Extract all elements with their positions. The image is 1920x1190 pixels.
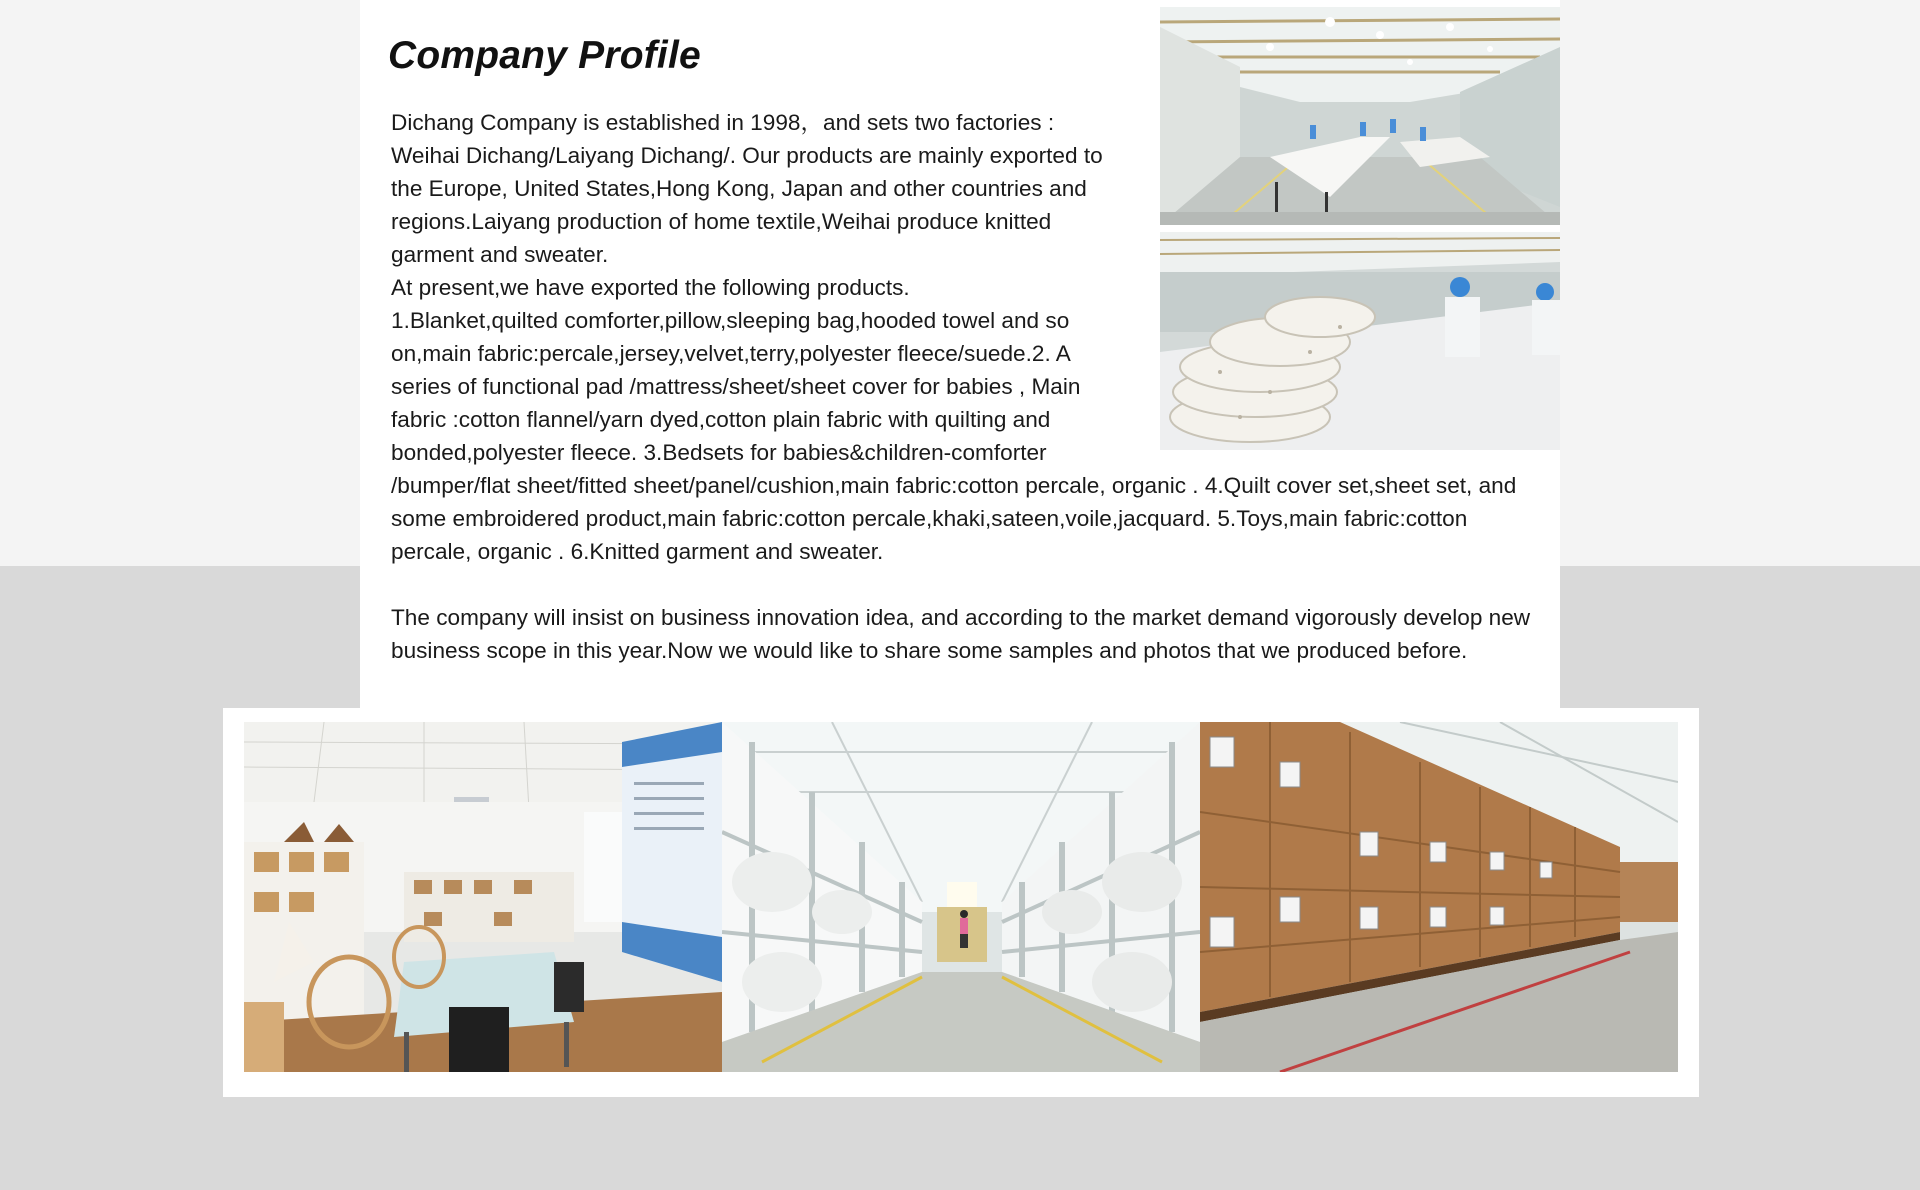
showroom-photo: [244, 722, 722, 1072]
quilt-production-photo: [1160, 232, 1560, 450]
photo-gallery: [223, 708, 1699, 1097]
page-title: Company Profile: [388, 34, 701, 77]
profile-paragraph-present: At present,we have exported the following products.: [391, 275, 910, 300]
cartons-warehouse-photo: [1200, 722, 1678, 1072]
profile-paragraph-outlook: The company will insist on business innovation idea, and according to the market demand vigorously develop new business scope in this year.Now we would like to share some samples and photos that we produced before.: [391, 605, 1531, 663]
warehouse-shelves-photo: [722, 722, 1200, 1072]
factory-hall-photo: [1160, 7, 1560, 225]
profile-paragraph-intro: Dichang Company is established in 1998，and sets two factories : Weihai Dichang/Laiyang Dichang/. Our products are mainly exported to the Europe, United States,Hong Kong, Japan and other countries and regions.Laiyang production of home textile,Weihai produce knitted garment and sweater.: [391, 110, 1103, 267]
profile-paragraph-products: 1.Blanket,quilted comforter,pillow,sleeping bag,hooded towel and so on,main fabric:percale,jersey,velvet,terry,polyester fleece/suede.2. A series of functional pad /mattress/sheet/sheet cover for babies , Main fabric :cotton flannel/yarn dyed,cotton plain fabric with quilting and bonded,polyester fleece. 3.Bedsets for babies&children-comforter /bumper/flat sheet/fitted sheet/panel/cushion,main fabric:cotton percale, organic . 4.Quilt cover set,sheet set, and some embroidered product,main fabric:cotton percale,khaki,sateen,voile,jacquard. 5.Toys,main fabric:cotton percale, organic . 6.Knitted garment and sweater.: [391, 308, 1517, 564]
